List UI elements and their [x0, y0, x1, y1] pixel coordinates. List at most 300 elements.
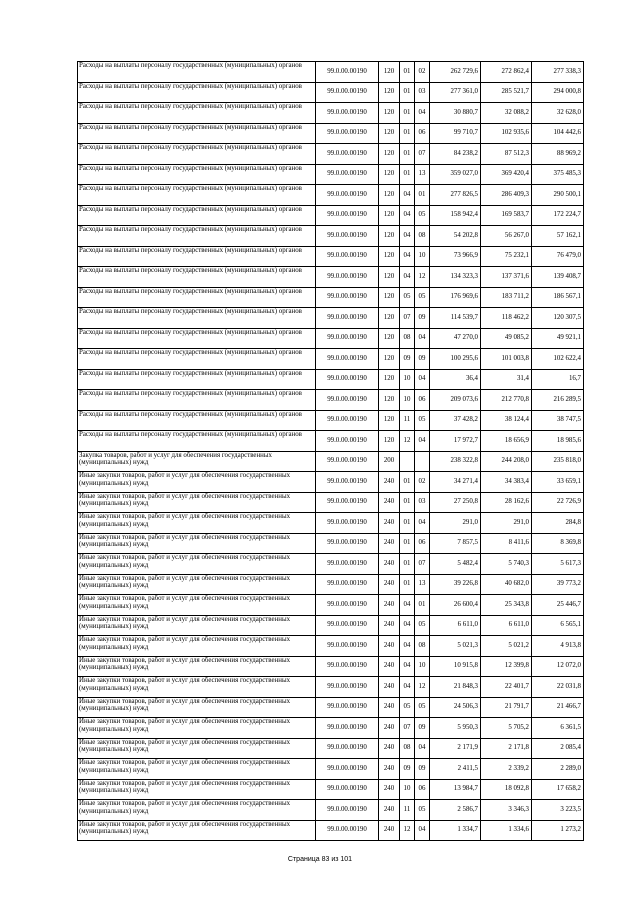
amount-year-3-cell: 39 773,2: [532, 574, 584, 595]
amount-year-3-cell: 3 223,5: [532, 800, 584, 821]
expense-type-cell: 120: [379, 287, 400, 308]
subsection-cell: 02: [415, 62, 430, 83]
table-row: [78, 636, 584, 657]
amount-year-3-cell: 5 617,3: [532, 554, 584, 575]
amount-year-1-cell: 10 915,8: [430, 656, 481, 677]
target-article-cell: 99.0.00.00190: [316, 656, 379, 677]
amount-year-2-cell: 5 021,2: [481, 636, 532, 657]
section-cell: 11: [400, 410, 415, 431]
expense-name-text: Расходы на выплаты персоналу государственных (муниципальных) органов: [79, 164, 302, 172]
expense-name-text: Иные закупки товаров, работ и услуг для обеспечения государственных (муниципальных) нужд: [79, 677, 291, 692]
expense-type-cell: 240: [379, 677, 400, 698]
amount-year-2-cell: 31,4: [481, 369, 532, 390]
amount-year-1-cell: 37 428,2: [430, 410, 481, 431]
section-cell: 10: [400, 779, 415, 800]
amount-year-1-cell: 277 826,5: [430, 185, 481, 206]
expense-name-cell: [78, 62, 316, 83]
amount-year-2-cell: 40 682,0: [481, 574, 532, 595]
amount-year-3-cell: 284,8: [532, 513, 584, 534]
amount-year-3-cell: 102 622,4: [532, 349, 584, 370]
section-cell: 10: [400, 390, 415, 411]
amount-year-3-cell: 8 369,8: [532, 533, 584, 554]
subsection-cell: 05: [415, 697, 430, 718]
amount-year-2-cell: 21 791,7: [481, 697, 532, 718]
amount-year-1-cell: 262 729,6: [430, 62, 481, 83]
amount-year-3-cell: 290 500,1: [532, 185, 584, 206]
target-article-cell: 99.0.00.00190: [316, 123, 379, 144]
expense-name-text: Расходы на выплаты персоналу государственных (муниципальных) органов: [79, 287, 302, 295]
expense-name-text: Иные закупки товаров, работ и услуг для обеспечения государственных (муниципальных) нужд: [79, 738, 291, 754]
target-article-cell: 99.0.00.00190: [316, 287, 379, 308]
expense-name-cell: [78, 513, 316, 534]
expense-name-cell: [78, 697, 316, 718]
amount-year-1-cell: 100 295,6: [430, 349, 481, 370]
table-row: [78, 287, 584, 308]
target-article-cell: 99.0.00.00190: [316, 328, 379, 349]
table-row: [78, 164, 584, 185]
subsection-cell: 05: [415, 800, 430, 821]
amount-year-1-cell: 176 969,6: [430, 287, 481, 308]
amount-year-2-cell: 183 711,2: [481, 287, 532, 308]
target-article-cell: 99.0.00.00190: [316, 103, 379, 124]
amount-year-2-cell: 32 088,2: [481, 103, 532, 124]
subsection-cell: 13: [415, 164, 430, 185]
target-article-cell: 99.0.00.00190: [316, 369, 379, 390]
table-row: [78, 410, 584, 431]
subsection-cell: 04: [415, 103, 430, 124]
amount-year-3-cell: 216 289,5: [532, 390, 584, 411]
target-article-cell: 99.0.00.00190: [316, 595, 379, 616]
subsection-cell: 06: [415, 390, 430, 411]
amount-year-2-cell: 87 512,3: [481, 144, 532, 165]
amount-year-2-cell: 5 740,3: [481, 554, 532, 575]
table-row: [78, 656, 584, 677]
amount-year-2-cell: 12 399,8: [481, 656, 532, 677]
amount-year-3-cell: 2 085,4: [532, 738, 584, 759]
table-row: [78, 451, 584, 472]
amount-year-2-cell: 101 003,8: [481, 349, 532, 370]
expense-name-cell: [78, 718, 316, 739]
page-footer: Страница 83 из 101: [287, 856, 353, 863]
amount-year-1-cell: 2 171,9: [430, 738, 481, 759]
amount-year-1-cell: 54 202,8: [430, 226, 481, 247]
amount-year-1-cell: 291,0: [430, 513, 481, 534]
table-row: [78, 800, 584, 821]
section-cell: 04: [400, 636, 415, 657]
amount-year-1-cell: 26 600,4: [430, 595, 481, 616]
amount-year-1-cell: 5 482,4: [430, 554, 481, 575]
expense-name-cell: [78, 472, 316, 493]
amount-year-2-cell: 2 339,2: [481, 759, 532, 780]
expense-name-text: Иные закупки товаров, работ и услуг для обеспечения государственных (муниципальных) нужд: [79, 718, 291, 733]
expense-type-cell: 120: [379, 369, 400, 390]
amount-year-2-cell: 75 232,1: [481, 246, 532, 267]
expense-type-cell: 120: [379, 103, 400, 124]
amount-year-3-cell: 4 913,8: [532, 636, 584, 657]
amount-year-2-cell: 8 411,6: [481, 533, 532, 554]
amount-year-2-cell: 22 401,7: [481, 677, 532, 698]
expense-name-cell: [78, 574, 316, 595]
target-article-cell: 99.0.00.00190: [316, 615, 379, 636]
table-row: [78, 492, 584, 513]
expense-name-cell: [78, 164, 316, 185]
section-cell: 12: [400, 431, 415, 452]
subsection-cell: 10: [415, 246, 430, 267]
target-article-cell: 99.0.00.00190: [316, 164, 379, 185]
expense-name-cell: [78, 349, 316, 370]
amount-year-3-cell: 21 466,7: [532, 697, 584, 718]
section-cell: 12: [400, 820, 415, 841]
expense-name-text: Расходы на выплаты персоналу государственных (муниципальных) органов: [79, 431, 302, 438]
table-row: [78, 82, 584, 103]
table-row: [78, 62, 584, 83]
section-cell: 01: [400, 82, 415, 103]
amount-year-3-cell: 88 969,2: [532, 144, 584, 165]
section-cell: 08: [400, 328, 415, 349]
table-row: [78, 554, 584, 575]
amount-year-3-cell: 32 628,0: [532, 103, 584, 124]
amount-year-2-cell: 244 208,0: [481, 451, 532, 472]
expense-type-cell: 120: [379, 410, 400, 431]
subsection-cell: 04: [415, 738, 430, 759]
subsection-cell: 04: [415, 369, 430, 390]
expense-type-cell: 120: [379, 226, 400, 247]
expense-type-cell: 120: [379, 349, 400, 370]
expense-name-cell: [78, 738, 316, 759]
expense-type-cell: 120: [379, 246, 400, 267]
amount-year-3-cell: 12 072,0: [532, 656, 584, 677]
subsection-cell: 06: [415, 123, 430, 144]
table-row: [78, 472, 584, 493]
expense-name-text: Иные закупки товаров, работ и услуг для обеспечения государственных (муниципальных) нужд: [79, 615, 291, 631]
amount-year-3-cell: 25 446,7: [532, 595, 584, 616]
expense-name-cell: [78, 492, 316, 513]
expense-type-cell: 240: [379, 554, 400, 575]
amount-year-3-cell: 2 289,0: [532, 759, 584, 780]
target-article-cell: 99.0.00.00190: [316, 390, 379, 411]
amount-year-3-cell: 1 273,2: [532, 820, 584, 841]
expense-name-cell: [78, 820, 316, 841]
expense-name-cell: [78, 246, 316, 267]
subsection-cell: 01: [415, 185, 430, 206]
amount-year-2-cell: 34 383,4: [481, 472, 532, 493]
table-row: [78, 677, 584, 698]
amount-year-2-cell: 18 656,9: [481, 431, 532, 452]
amount-year-1-cell: 73 966,9: [430, 246, 481, 267]
amount-year-3-cell: 120 307,5: [532, 308, 584, 329]
section-cell: 01: [400, 103, 415, 124]
table-row: [78, 390, 584, 411]
subsection-cell: 06: [415, 779, 430, 800]
expense-name-text: Расходы на выплаты персоналу государственных (муниципальных) органов: [79, 62, 302, 69]
amount-year-1-cell: 114 539,7: [430, 308, 481, 329]
expense-name-cell: [78, 185, 316, 206]
section-cell: 11: [400, 800, 415, 821]
amount-year-1-cell: 24 506,3: [430, 697, 481, 718]
target-article-cell: 99.0.00.00190: [316, 472, 379, 493]
expense-name-cell: [78, 369, 316, 390]
subsection-cell: 07: [415, 554, 430, 575]
expense-name-text: Иные закупки товаров, работ и услуг для обеспечения государственных (муниципальных) нужд: [79, 759, 291, 774]
expense-name-text: Иные закупки товаров, работ и услуг для обеспечения государственных (муниципальных) нужд: [79, 574, 291, 590]
expense-name-text: Иные закупки товаров, работ и услуг для обеспечения государственных (муниципальных) нужд: [79, 472, 291, 487]
amount-year-2-cell: 56 267,0: [481, 226, 532, 247]
expense-name-text: Расходы на выплаты персоналу государственных (муниципальных) органов: [79, 144, 302, 151]
amount-year-1-cell: 27 250,8: [430, 492, 481, 513]
subsection-cell: [415, 451, 430, 472]
amount-year-3-cell: 22 726,9: [532, 492, 584, 513]
subsection-cell: 06: [415, 533, 430, 554]
expense-name-text: Иные закупки товаров, работ и услуг для обеспечения государственных (муниципальных) нужд: [79, 492, 291, 508]
expense-name-text: Расходы на выплаты персоналу государственных (муниципальных) органов: [79, 82, 302, 90]
section-cell: 01: [400, 144, 415, 165]
section-cell: [400, 451, 415, 472]
amount-year-3-cell: 18 985,6: [532, 431, 584, 452]
expense-type-cell: 240: [379, 636, 400, 657]
subsection-cell: 03: [415, 492, 430, 513]
table-row: [78, 759, 584, 780]
table-row: [78, 718, 584, 739]
expense-name-text: Иные закупки товаров, работ и услуг для обеспечения государственных (муниципальных) нужд: [79, 697, 291, 713]
target-article-cell: 99.0.00.00190: [316, 492, 379, 513]
subsection-cell: 04: [415, 431, 430, 452]
amount-year-1-cell: 39 226,8: [430, 574, 481, 595]
amount-year-3-cell: 22 031,8: [532, 677, 584, 698]
amount-year-2-cell: 6 611,0: [481, 615, 532, 636]
expense-name-text: Расходы на выплаты персоналу государственных (муниципальных) органов: [79, 349, 302, 356]
expense-name-cell: [78, 410, 316, 431]
amount-year-1-cell: 84 238,2: [430, 144, 481, 165]
expense-name-cell: [78, 431, 316, 452]
section-cell: 05: [400, 287, 415, 308]
subsection-cell: 03: [415, 82, 430, 103]
section-cell: 04: [400, 615, 415, 636]
expense-name-cell: [78, 287, 316, 308]
amount-year-1-cell: 6 611,0: [430, 615, 481, 636]
section-cell: 01: [400, 574, 415, 595]
amount-year-2-cell: 102 935,6: [481, 123, 532, 144]
table-row: [78, 431, 584, 452]
expense-name-cell: [78, 123, 316, 144]
expense-type-cell: 240: [379, 718, 400, 739]
target-article-cell: 99.0.00.00190: [316, 574, 379, 595]
target-article-cell: 99.0.00.00190: [316, 246, 379, 267]
amount-year-2-cell: 2 171,8: [481, 738, 532, 759]
expense-type-cell: 120: [379, 123, 400, 144]
target-article-cell: 99.0.00.00190: [316, 677, 379, 698]
amount-year-1-cell: 30 880,7: [430, 103, 481, 124]
table-row: [78, 779, 584, 800]
section-cell: 04: [400, 677, 415, 698]
table-row: [78, 738, 584, 759]
table-row: [78, 205, 584, 226]
target-article-cell: 99.0.00.00190: [316, 800, 379, 821]
amount-year-2-cell: 28 162,6: [481, 492, 532, 513]
target-article-cell: 99.0.00.00190: [316, 718, 379, 739]
section-cell: 04: [400, 595, 415, 616]
expense-name-text: Расходы на выплаты персоналу государственных (муниципальных) органов: [79, 226, 302, 233]
target-article-cell: 99.0.00.00190: [316, 554, 379, 575]
expense-type-cell: 240: [379, 779, 400, 800]
target-article-cell: 99.0.00.00190: [316, 410, 379, 431]
expense-name-cell: [78, 800, 316, 821]
expense-type-cell: 120: [379, 431, 400, 452]
amount-year-1-cell: 21 848,3: [430, 677, 481, 698]
expense-type-cell: 240: [379, 738, 400, 759]
amount-year-2-cell: 169 583,7: [481, 205, 532, 226]
expense-name-text: Иные закупки товаров, работ и услуг для обеспечения государственных (муниципальных) нужд: [79, 800, 291, 815]
section-cell: 04: [400, 656, 415, 677]
amount-year-2-cell: 118 462,2: [481, 308, 532, 329]
expense-name-text: Закупка товаров, работ и услуг для обеспечения государственных (муниципальных) нужд: [79, 451, 272, 467]
table-row: [78, 574, 584, 595]
section-cell: 04: [400, 205, 415, 226]
amount-year-1-cell: 359 027,0: [430, 164, 481, 185]
amount-year-2-cell: 3 346,3: [481, 800, 532, 821]
expense-type-cell: 120: [379, 82, 400, 103]
target-article-cell: 99.0.00.00190: [316, 431, 379, 452]
table-row: [78, 328, 584, 349]
expense-name-cell: [78, 554, 316, 575]
table-row: [78, 513, 584, 534]
section-cell: 04: [400, 267, 415, 288]
subsection-cell: 04: [415, 328, 430, 349]
target-article-cell: 99.0.00.00190: [316, 820, 379, 841]
amount-year-1-cell: 47 270,0: [430, 328, 481, 349]
expense-name-cell: [78, 267, 316, 288]
expense-type-cell: 240: [379, 759, 400, 780]
subsection-cell: 02: [415, 472, 430, 493]
expense-name-text: Расходы на выплаты персоналу государственных (муниципальных) органов: [79, 308, 302, 315]
expense-type-cell: 240: [379, 800, 400, 821]
amount-year-1-cell: 99 710,7: [430, 123, 481, 144]
amount-year-3-cell: 277 338,3: [532, 62, 584, 83]
section-cell: 07: [400, 718, 415, 739]
amount-year-3-cell: 186 567,1: [532, 287, 584, 308]
expense-name-cell: [78, 226, 316, 247]
target-article-cell: 99.0.00.00190: [316, 738, 379, 759]
table-row: [78, 308, 584, 329]
expense-name-cell: [78, 533, 316, 554]
amount-year-3-cell: 172 224,7: [532, 205, 584, 226]
amount-year-1-cell: 17 972,7: [430, 431, 481, 452]
section-cell: 04: [400, 226, 415, 247]
target-article-cell: 99.0.00.00190: [316, 144, 379, 165]
expense-name-text: Иные закупки товаров, работ и услуг для обеспечения государственных (муниципальных) нужд: [79, 636, 291, 651]
table-row: [78, 349, 584, 370]
expense-name-text: Расходы на выплаты персоналу государственных (муниципальных) органов: [79, 369, 302, 377]
expense-name-cell: [78, 615, 316, 636]
amount-year-2-cell: 5 705,2: [481, 718, 532, 739]
amount-year-1-cell: 2 586,7: [430, 800, 481, 821]
expense-name-text: Расходы на выплаты персоналу государственных (муниципальных) органов: [79, 410, 302, 418]
section-cell: 04: [400, 185, 415, 206]
target-article-cell: 99.0.00.00190: [316, 62, 379, 83]
subsection-cell: 12: [415, 677, 430, 698]
expense-name-cell: [78, 144, 316, 165]
table-row: [78, 144, 584, 165]
expense-name-text: Расходы на выплаты персоналу государственных (муниципальных) органов: [79, 103, 302, 110]
amount-year-2-cell: 286 409,3: [481, 185, 532, 206]
expense-name-text: Расходы на выплаты персоналу государственных (муниципальных) органов: [79, 267, 302, 274]
expense-name-text: Иные закупки товаров, работ и услуг для обеспечения государственных (муниципальных) нужд: [79, 533, 291, 549]
expense-name-text: Иные закупки товаров, работ и услуг для обеспечения государственных (муниципальных) нужд: [79, 554, 291, 569]
expense-type-cell: 240: [379, 595, 400, 616]
expense-name-text: Расходы на выплаты персоналу государственных (муниципальных) органов: [79, 328, 302, 336]
expense-name-text: Расходы на выплаты персоналу государственных (муниципальных) органов: [79, 246, 302, 254]
section-cell: 07: [400, 308, 415, 329]
target-article-cell: 99.0.00.00190: [316, 308, 379, 329]
section-cell: 05: [400, 697, 415, 718]
subsection-cell: 04: [415, 820, 430, 841]
amount-year-1-cell: 5 021,3: [430, 636, 481, 657]
expense-type-cell: 240: [379, 615, 400, 636]
expense-name-text: Расходы на выплаты персоналу государственных (муниципальных) органов: [79, 123, 302, 131]
expense-type-cell: 120: [379, 328, 400, 349]
target-article-cell: 99.0.00.00190: [316, 779, 379, 800]
expense-name-cell: [78, 328, 316, 349]
section-cell: 09: [400, 349, 415, 370]
expense-type-cell: 240: [379, 656, 400, 677]
target-article-cell: 99.0.00.00190: [316, 513, 379, 534]
section-cell: 01: [400, 533, 415, 554]
amount-year-1-cell: 277 361,0: [430, 82, 481, 103]
expense-name-cell: [78, 677, 316, 698]
section-cell: 01: [400, 62, 415, 83]
amount-year-2-cell: 137 371,6: [481, 267, 532, 288]
expense-name-text: Расходы на выплаты персоналу государственных (муниципальных) органов: [79, 390, 302, 397]
amount-year-1-cell: 209 073,6: [430, 390, 481, 411]
expense-name-text: Иные закупки товаров, работ и услуг для обеспечения государственных (муниципальных) нужд: [79, 820, 291, 836]
target-article-cell: 99.0.00.00190: [316, 205, 379, 226]
amount-year-3-cell: 49 921,1: [532, 328, 584, 349]
expense-name-cell: [78, 82, 316, 103]
expense-type-cell: 240: [379, 820, 400, 841]
table-row: [78, 533, 584, 554]
expense-type-cell: 200: [379, 451, 400, 472]
subsection-cell: 08: [415, 226, 430, 247]
expense-name-cell: [78, 636, 316, 657]
amount-year-3-cell: 76 479,0: [532, 246, 584, 267]
amount-year-3-cell: 17 658,2: [532, 779, 584, 800]
amount-year-1-cell: 13 984,7: [430, 779, 481, 800]
section-cell: 01: [400, 164, 415, 185]
amount-year-1-cell: 238 322,8: [430, 451, 481, 472]
expense-type-cell: 120: [379, 267, 400, 288]
target-article-cell: 99.0.00.00190: [316, 185, 379, 206]
amount-year-2-cell: 272 862,4: [481, 62, 532, 83]
table-row: [78, 267, 584, 288]
amount-year-3-cell: 38 747,5: [532, 410, 584, 431]
expense-type-cell: 240: [379, 472, 400, 493]
amount-year-1-cell: 34 271,4: [430, 472, 481, 493]
expense-type-cell: 120: [379, 185, 400, 206]
expense-type-cell: 120: [379, 205, 400, 226]
expense-type-cell: 120: [379, 62, 400, 83]
target-article-cell: 99.0.00.00190: [316, 697, 379, 718]
expense-type-cell: 120: [379, 164, 400, 185]
section-cell: 08: [400, 738, 415, 759]
table-row: [78, 595, 584, 616]
subsection-cell: 12: [415, 267, 430, 288]
amount-year-2-cell: 291,0: [481, 513, 532, 534]
table-row: [78, 103, 584, 124]
amount-year-2-cell: 25 343,8: [481, 595, 532, 616]
section-cell: 01: [400, 492, 415, 513]
subsection-cell: 09: [415, 718, 430, 739]
target-article-cell: 99.0.00.00190: [316, 451, 379, 472]
subsection-cell: 05: [415, 410, 430, 431]
